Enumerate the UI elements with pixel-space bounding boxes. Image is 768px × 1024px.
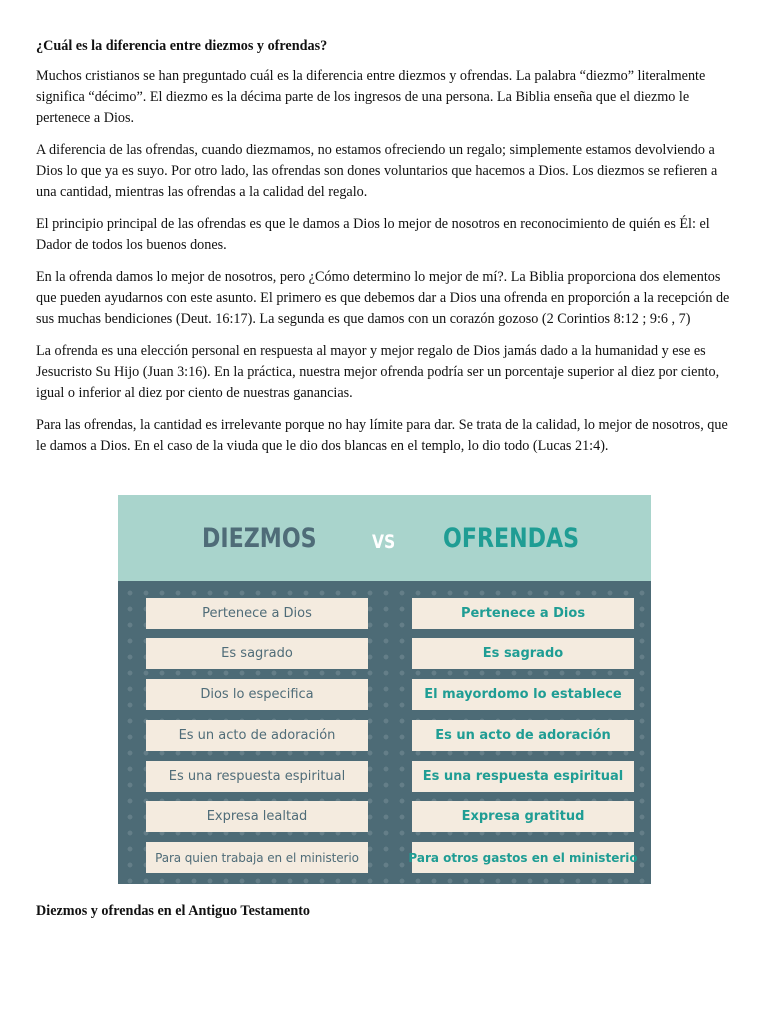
article-heading: ¿Cuál es la diferencia entre diezmos y ofrendas? (36, 38, 328, 54)
right-cell: Expresa gratitud (412, 801, 634, 832)
left-cell: Dios lo especifica (146, 679, 368, 710)
paragraph-5: La ofrenda es una elección personal en respuesta al mayor y mejor regalo de Dios jamás dado a la humanidad y ese es Jesucristo Su Hijo (Juan 3:16). En la práctica, nuestra mejor ofrenda podría ser un porcentaje superior al diez por ciento, igual o inferior al diez por ciento de nuestras ganancias. (36, 343, 720, 401)
right-cell: Para otros gastos en el ministerio (412, 842, 634, 873)
right-cell: Pertenece a Dios (412, 598, 634, 629)
left-cell: Pertenece a Dios (146, 598, 368, 629)
section-subheading: Diezmos y ofrendas en el Antiguo Testamento (36, 903, 311, 919)
paragraph-3: El principio principal de las ofrendas es que le damos a Dios lo mejor de nosotros en reconocimiento de quién es Él: el Dador de todos los buenos dones. (36, 216, 710, 253)
paragraph-1: Muchos cristianos se han preguntado cuál es la diferencia entre diezmos y ofrendas. La palabra “diezmo” literalmente significa “décimo”. El diezmo es la décima parte de los ingresos de una persona. La Biblia enseña que el diezmo le pertenece a Dios. (36, 68, 706, 126)
diezmos-vs-ofrendas-infographic (118, 495, 651, 884)
right-cell: Es sagrado (412, 638, 634, 669)
right-cell: Es una respuesta espiritual (412, 761, 634, 792)
left-cell: Expresa lealtad (146, 801, 368, 832)
left-cell: Para quien trabaja en el ministerio (146, 842, 368, 873)
paragraph-2: A diferencia de las ofrendas, cuando diezmamos, no estamos ofreciendo un regalo; simplemente estamos devolviendo a Dios lo que ya es suyo. Por otro lado, las ofrendas son dones voluntarios que hacemos a Dios. Los diezmos se refieren a una cantidad, mientras las ofrendas a la calidad del regalo. (36, 142, 718, 200)
paragraph-4: En la ofrenda damos lo mejor de nosotros, pero ¿Cómo determino lo mejor de mí?. La Biblia proporciona dos elementos que pueden ayudarnos con este asunto. El primero es que debemos dar a Dios una ofrenda en proporción a la recepción de sus muchas bendiciones (Deut. 16:17). La segunda es que damos con un corazón gozoso (2 Corintios 8:12 ; 9:6 , 7) (36, 269, 730, 327)
right-cell: Es un acto de adoración (412, 720, 634, 751)
paragraph-6: Para las ofrendas, la cantidad es irrelevante porque no hay límite para dar. Se trata de la calidad, lo mejor de nosotros, que le damos a Dios. En el caso de la viuda que le dio dos blancas en el templo, lo dio todo (Lucas 21:4). (36, 417, 728, 454)
article-body (36, 36, 732, 468)
infographic-right-title: OFRENDAS (443, 523, 580, 554)
infographic-header (118, 495, 651, 581)
infographic-vs-label: VS (372, 531, 396, 553)
left-cell: Es un acto de adoración (146, 720, 368, 751)
left-cell: Es una respuesta espiritual (146, 761, 368, 792)
infographic-left-title: DIEZMOS (202, 523, 317, 554)
left-cell: Es sagrado (146, 638, 368, 669)
right-cell: El mayordomo lo establece (412, 679, 634, 710)
